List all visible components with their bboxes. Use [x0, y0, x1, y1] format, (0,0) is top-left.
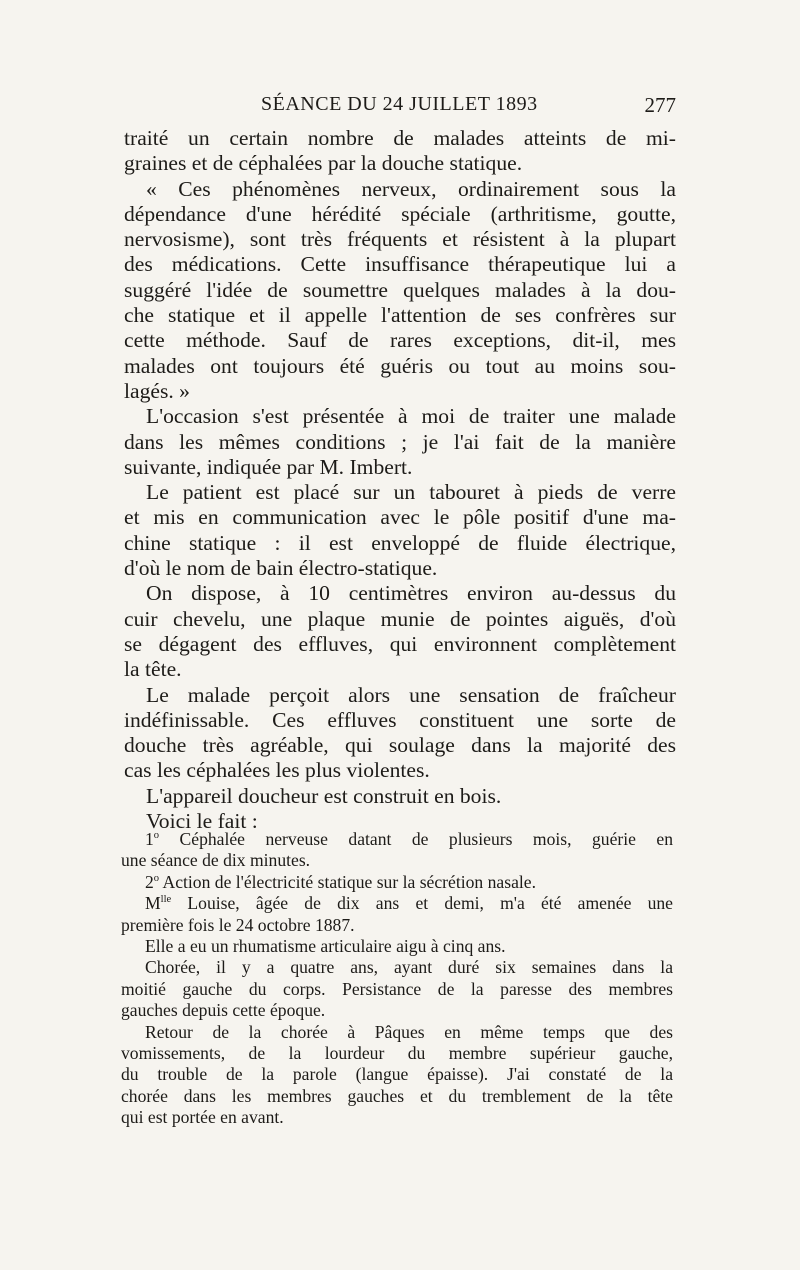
- note-superscript: o: [153, 872, 160, 884]
- text-line: On dispose, à 10 centimètres environ au-dessus du: [146, 581, 676, 606]
- note-item-cont: [121, 915, 673, 936]
- note-item: [121, 957, 673, 978]
- text-line: chorée dans les membres gauches et du tremblement de la tête: [121, 1085, 673, 1106]
- paragraph-cont: [124, 607, 676, 683]
- note-item-cont: [121, 850, 673, 871]
- text-line: gauches depuis cette époque.: [121, 1000, 326, 1021]
- text-line: se dégagent des effluves, qui environnent complètement: [124, 631, 676, 656]
- text-line: Retour de la chorée à Pâques en même temps que des: [145, 1021, 673, 1042]
- note-item: [121, 893, 673, 914]
- text-line: Le malade perçoit alors une sensation de fraîcheur: [146, 682, 676, 707]
- paragraph-quote-cont: [124, 202, 676, 404]
- text-line: nervosisme), sont très fréquents et résistent à la plupart: [124, 227, 676, 252]
- paragraph: [124, 126, 676, 177]
- text-line: du trouble de la parole (langue épaisse). J'ai constaté de la: [121, 1064, 673, 1085]
- text-line: cas les céphalées les plus violentes.: [124, 758, 430, 783]
- text-line: cuir chevelu, une plaque munie de pointes aiguës, d'où: [124, 606, 676, 631]
- text-line: d'où le nom de bain électro-statique.: [124, 556, 438, 581]
- text-line: traité un certain nombre de malades atteints de mi-: [124, 126, 676, 150]
- text-line: Chorée, il y a quatre ans, ayant duré six semaines dans la: [145, 957, 673, 978]
- text-line: Voici le fait :: [146, 809, 258, 834]
- paragraph-cont: [124, 430, 676, 481]
- text-line: Céphalée nerveuse datant de plusieurs mois, guérie en: [159, 829, 673, 849]
- text-line: suivante, indiquée par M. Imbert.: [124, 454, 413, 479]
- note-number: 2: [145, 871, 154, 892]
- text-line: malades ont toujours été guéris ou tout au moins sou-: [124, 353, 676, 378]
- text-line: L'occasion s'est présentée à moi de traiter une malade: [146, 404, 676, 429]
- running-header: [124, 93, 676, 119]
- text-line: Action de l'électricité statique sur la sécrétion nasale.: [159, 871, 536, 892]
- text-line: che statique et il appelle l'attention de ses confrères sur: [124, 303, 676, 328]
- note-number: 1: [145, 829, 154, 849]
- text-line: Louise, âgée de dix ans et demi, m'a été amenée une: [171, 893, 673, 914]
- text-line: L'appareil doucheur est construit en bois.: [146, 783, 502, 808]
- text-line: la tête.: [124, 657, 182, 682]
- text-line: chine statique : il est enveloppé de fluide électrique,: [124, 530, 676, 555]
- text-line: dépendance d'une hérédité spéciale (arthritisme, goutte,: [124, 201, 676, 226]
- text-line: une séance de dix minutes.: [121, 850, 311, 871]
- text-line: Elle a eu un rhumatisme articulaire aigu à cinq ans.: [145, 936, 506, 957]
- paragraph-cont: [124, 505, 676, 581]
- paragraph: [124, 404, 676, 429]
- title-abbrev: M: [145, 893, 161, 914]
- case-notes: [121, 829, 673, 1129]
- note-item: [121, 936, 673, 957]
- paragraph: [124, 784, 676, 809]
- note-item: [121, 829, 673, 850]
- paragraph: [124, 581, 676, 606]
- note-item-cont: [121, 979, 673, 1022]
- note-superscript: lle: [160, 894, 172, 906]
- note-superscript: o: [153, 830, 160, 842]
- text-line: lagés. »: [124, 378, 190, 403]
- paragraph-quote: [124, 177, 676, 202]
- main-text: [124, 126, 676, 834]
- text-line: des médications. Cette insuffisance thérapeutique lui a: [124, 252, 676, 277]
- page-number: 277: [644, 93, 676, 117]
- text-line: graines et de céphalées par la douche statique.: [124, 151, 523, 176]
- paragraph-cont: [124, 708, 676, 784]
- paragraph: [124, 683, 676, 708]
- text-line: vomissements, de la lourdeur du membre supérieur gauche,: [121, 1043, 673, 1064]
- text-line: dans les mêmes conditions ; je l'ai fait de la manière: [124, 429, 676, 454]
- text-line: moitié gauche du corps. Persistance de la paresse des membres: [121, 978, 673, 999]
- text-line: cette méthode. Sauf de rares exceptions, dit-il, mes: [124, 328, 676, 353]
- text-line: et mis en communication avec le pôle positif d'une ma-: [124, 505, 676, 530]
- text-line: « Ces phénomènes nerveux, ordinairement sous la: [146, 176, 676, 201]
- note-item: [121, 872, 673, 893]
- text-line: qui est portée en avant.: [121, 1107, 284, 1128]
- text-line: suggéré l'idée de soumettre quelques malades à la dou-: [124, 277, 676, 302]
- text-line: première fois le 24 octobre 1887.: [121, 914, 355, 935]
- note-item: [121, 1022, 673, 1043]
- text-line: indéfinissable. Ces effluves constituent une sorte de: [124, 707, 676, 732]
- text-line: douche très agréable, qui soulage dans la majorité des: [124, 733, 676, 758]
- paragraph: [124, 480, 676, 505]
- note-item-cont: [121, 1043, 673, 1129]
- text-line: Le patient est placé sur un tabouret à pieds de verre: [146, 480, 676, 505]
- running-title: SÉANCE DU 24 JUILLET 1893: [261, 93, 538, 115]
